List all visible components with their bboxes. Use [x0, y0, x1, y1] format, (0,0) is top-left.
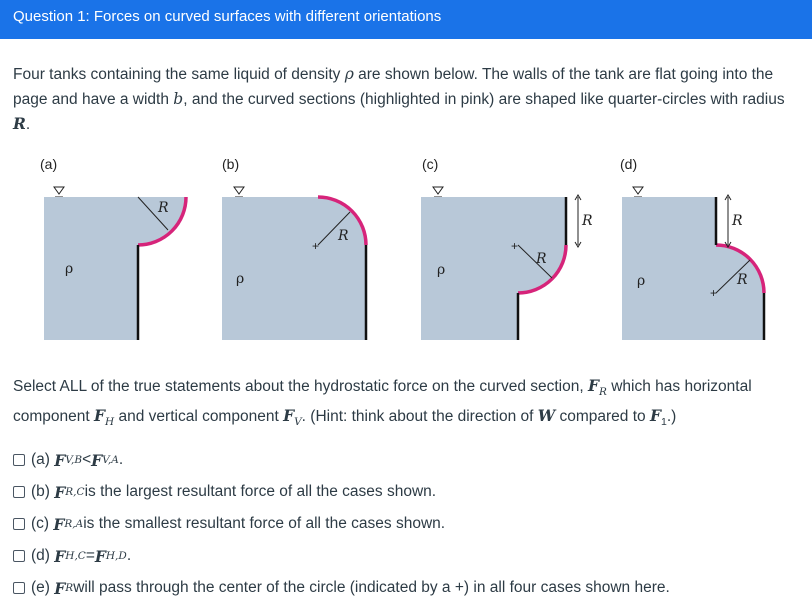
- problem-statement: Four tanks containing the same liquid of density ρ are shown below. The walls of the tank are flat going into the page and have a width b, and the curved sections (highlighted in pink) are shaped like quarter-circles with radius R.: [13, 65, 785, 133]
- checkbox[interactable]: [13, 454, 25, 466]
- checkbox[interactable]: [13, 518, 25, 530]
- tank-a: [44, 197, 186, 340]
- radius-label-a: R: [158, 200, 169, 216]
- density-label-c: ρ: [437, 262, 446, 278]
- center-plus-icon: +: [710, 286, 718, 300]
- tank-b: [222, 197, 366, 340]
- depth-label-c: R: [582, 213, 593, 229]
- question-title: Question 1: Forces on curved surfaces with different orientations: [13, 8, 442, 25]
- question-header: [0, 0, 812, 39]
- checkbox[interactable]: [13, 582, 25, 594]
- tank-c: [421, 195, 593, 340]
- checkbox[interactable]: [13, 550, 25, 562]
- answer-option-a[interactable]: (a) F V,B < F V,A .: [13, 444, 670, 476]
- radius-label-b: R: [338, 228, 349, 244]
- panel-b-label: (b): [222, 156, 240, 172]
- tank-d: [622, 195, 764, 340]
- answer-option-d[interactable]: (d) F H,C = F H,D .: [13, 540, 670, 572]
- panel-d-label: (d): [620, 156, 638, 172]
- answer-option-b[interactable]: (b) F R,C is the largest resultant force of all the cases shown.: [13, 476, 670, 508]
- depth-label-d: R: [732, 213, 743, 229]
- checkbox[interactable]: [13, 486, 25, 498]
- tank-figure: [0, 150, 812, 370]
- density-label-d: ρ: [637, 273, 646, 289]
- radius-label-c: R: [536, 251, 547, 267]
- density-label-a: ρ: [65, 261, 74, 277]
- panel-c-label: (c): [422, 156, 439, 172]
- question-text: Select ALL of the true statements about the hydrostatic force on the curved section, $F_R$ which has horizontal component $F_H$ and vertical component $F_V$. (Hint: think about the direction of W compared to $F_1$.): [13, 376, 752, 429]
- answer-list: [13, 444, 670, 604]
- center-plus-icon: +: [312, 239, 320, 253]
- radius-label-d: R: [737, 272, 748, 288]
- density-label-b: ρ: [236, 271, 245, 287]
- panel-a-label: (a): [40, 156, 58, 172]
- center-plus-icon: +: [511, 239, 519, 253]
- answer-option-e[interactable]: (e) F R will pass through the center of the circle (indicated by a +) in all four cases shown here.: [13, 572, 670, 604]
- answer-option-c[interactable]: (c) F R,A is the smallest resultant force of all the cases shown.: [13, 508, 670, 540]
